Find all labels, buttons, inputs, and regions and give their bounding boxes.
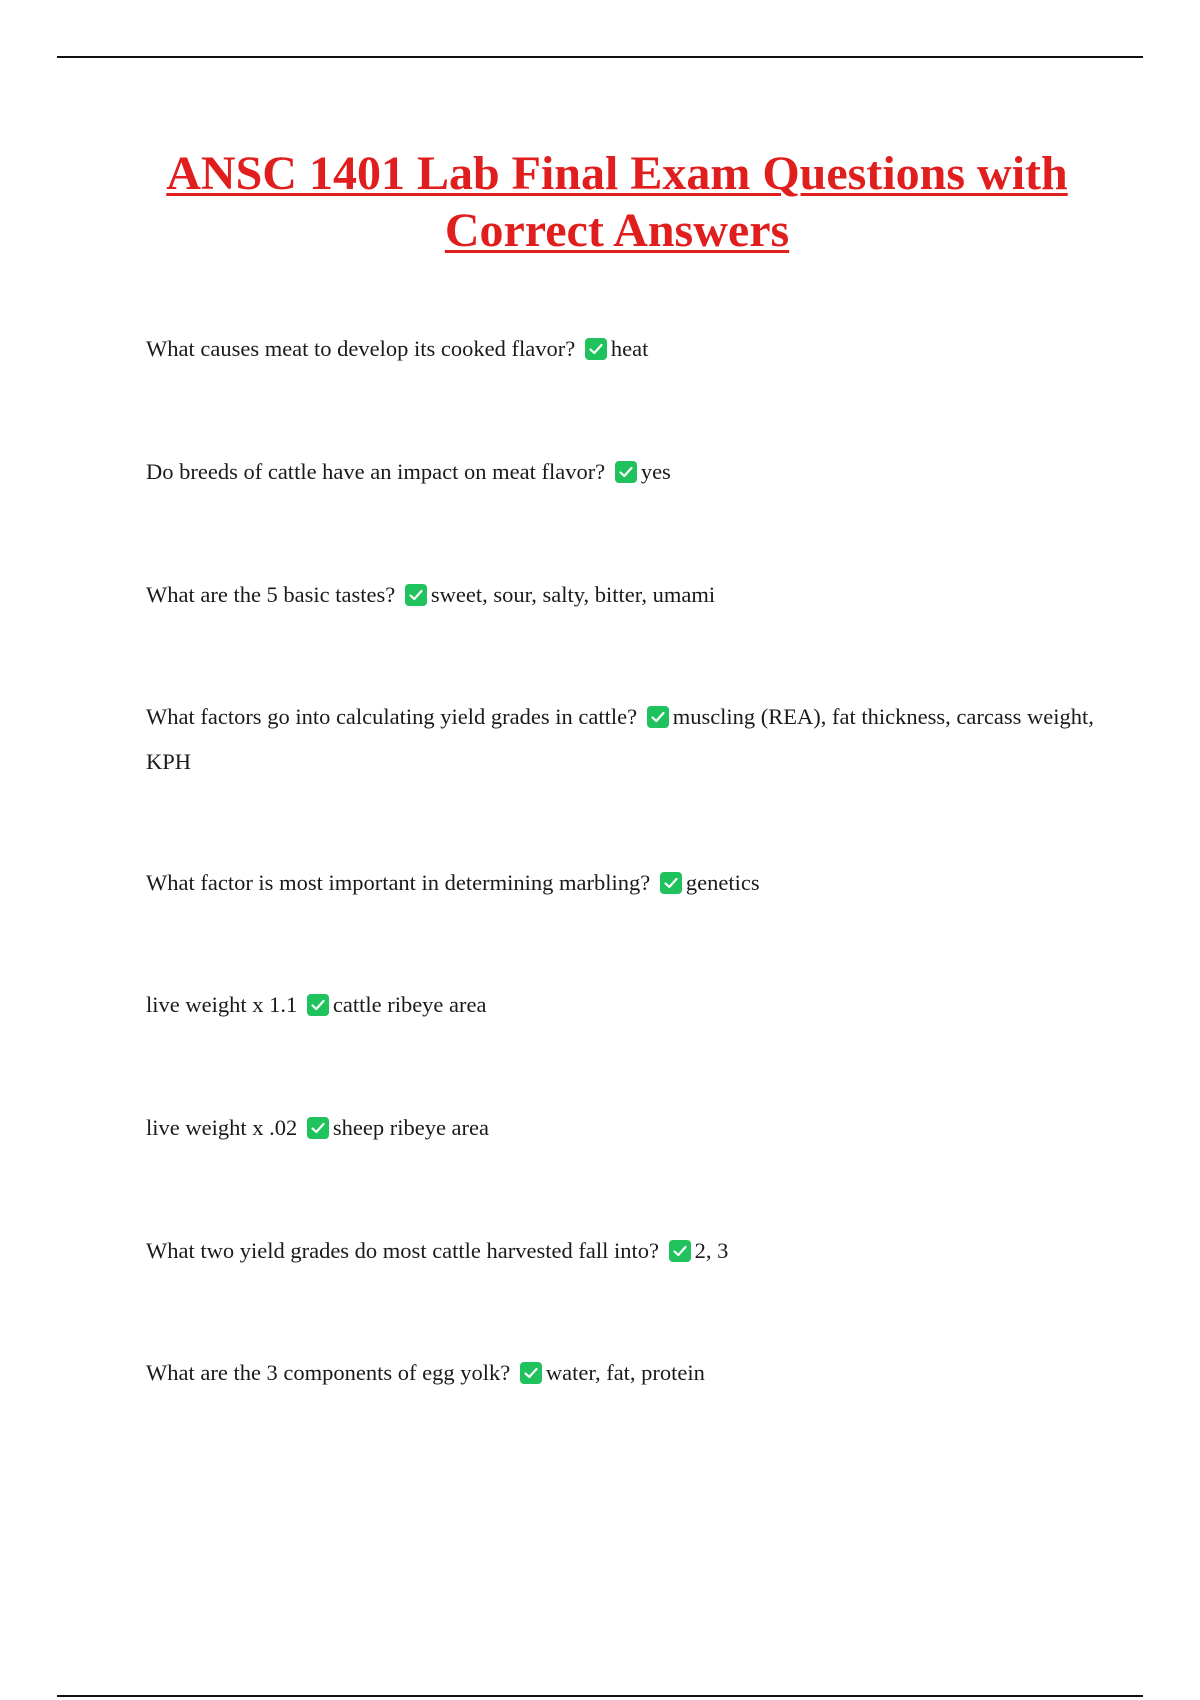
answer-text: yes	[640, 459, 671, 484]
question-text: What factors go into calculating yield grades in cattle?	[146, 704, 638, 729]
question-text: What causes meat to develop its cooked flavor?	[146, 336, 576, 361]
qa-item	[146, 860, 1096, 905]
checkmark-icon	[669, 1240, 691, 1262]
checkmark-icon	[585, 338, 607, 360]
qa-item	[146, 982, 1096, 1027]
question-text: What factor is most important in determining marbling?	[146, 870, 651, 895]
checkmark-icon	[660, 872, 682, 894]
checkmark-icon	[307, 1117, 329, 1139]
answer-text: heat	[610, 336, 649, 361]
qa-item	[146, 1228, 1096, 1273]
question-text: live weight x 1.1	[146, 992, 298, 1017]
qa-item	[146, 1350, 1096, 1395]
qa-item	[146, 572, 1096, 617]
qa-item	[146, 694, 1096, 784]
checkmark-icon	[307, 994, 329, 1016]
answer-text: 2, 3	[694, 1238, 729, 1263]
question-text: live weight x .02	[146, 1115, 298, 1140]
answer-text: sweet, sour, salty, bitter, umami	[430, 582, 716, 607]
qa-item	[146, 449, 1096, 494]
checkmark-icon	[615, 461, 637, 483]
question-text: What are the 3 components of egg yolk?	[146, 1360, 511, 1385]
bottom-rule	[57, 1695, 1143, 1697]
answer-text: water, fat, protein	[545, 1360, 705, 1385]
answer-text: sheep ribeye area	[332, 1115, 490, 1140]
checkmark-icon	[520, 1362, 542, 1384]
answer-text: cattle ribeye area	[332, 992, 487, 1017]
checkmark-icon	[647, 706, 669, 728]
page-title: ANSC 1401 Lab Final Exam Questions with Correct Answers	[166, 147, 1068, 257]
qa-item	[146, 1105, 1096, 1150]
answer-text: genetics	[685, 870, 760, 895]
qa-item	[146, 326, 1096, 371]
question-text: Do breeds of cattle have an impact on meat flavor?	[146, 459, 606, 484]
question-text: What are the 5 basic tastes?	[146, 582, 396, 607]
checkmark-icon	[405, 584, 427, 606]
answer-text: muscling (REA), fat thickness, carcass weight, KPH	[146, 704, 1094, 774]
question-text: What two yield grades do most cattle harvested fall into?	[146, 1238, 659, 1263]
top-rule	[57, 56, 1143, 58]
